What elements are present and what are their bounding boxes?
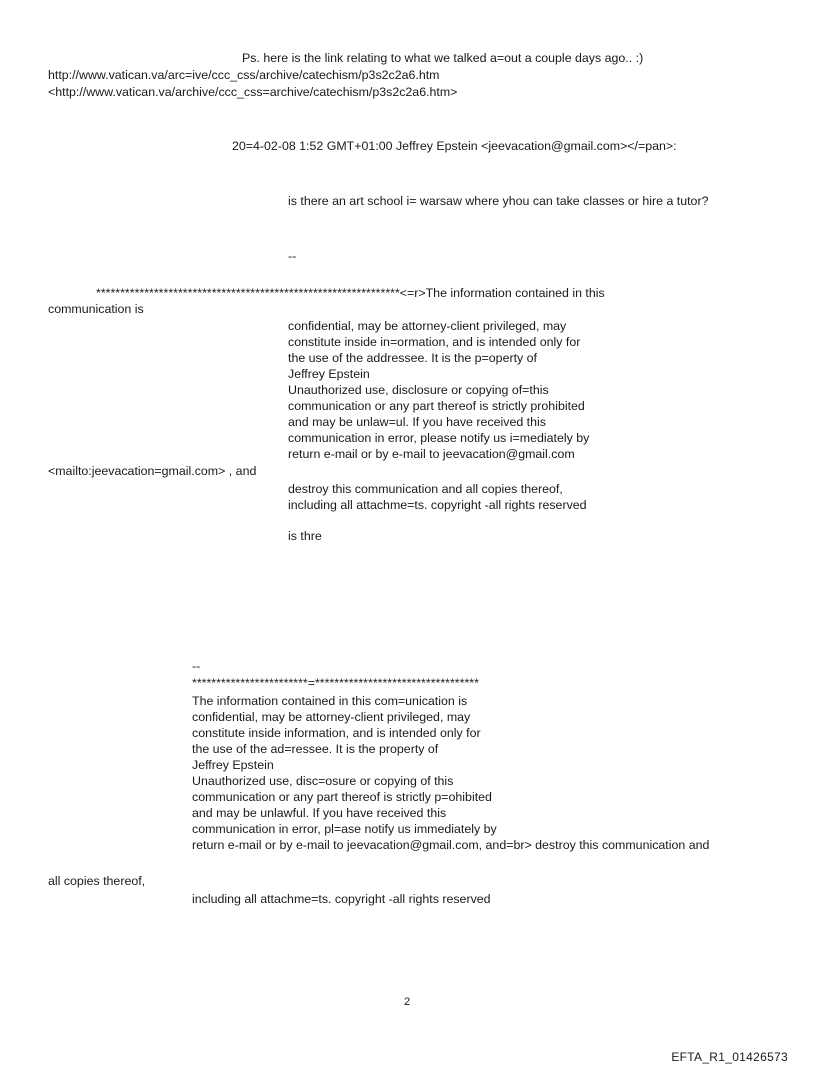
disclaimer-line: Jeffrey Epstein [288,367,370,381]
disclaimer-line: communication or any part thereof is strictly prohibited [288,399,585,413]
disclaimer-line: Unauthorized use, disclosure or copying of=this [288,383,549,397]
page-number: 2 [404,996,411,1008]
sig-overflow: all copies thereof, [48,874,146,888]
sig-stars-line: ************************=********************************** [192,676,479,690]
disclaimer-line: confidential, may be attorney-client privileged, may [288,319,567,333]
disclaimer-line: communication in error, please notify us i=mediately by [288,431,590,445]
sig-line: Jeffrey Epstein [192,758,274,772]
sig-line: Unauthorized use, disc=osure or copying of this [192,774,454,788]
sig-line: constitute inside information, and is intended only for [192,726,481,740]
sig-line: return e-mail or by e-mail to jeevacation@gmail.com, and=br> destroy this communication and [192,838,710,852]
disclaimer-block-a [288,318,589,462]
disclaimer-line: constitute inside in=ormation, and is intended only for [288,335,581,349]
sig-line: The information contained in this com=unication is [192,694,468,708]
trailing-text: is thre [288,529,322,543]
sig-separator: -- [192,659,201,673]
disclaimer-line: destroy this communication and all copies thereof, [288,482,563,496]
disclaimer-block-b [288,481,587,513]
mailto-line[interactable]: <mailto:jeevacation=gmail.com> , and [48,464,257,478]
ps-line: Ps. here is the link relating to what we talked a=out a couple days ago.. :) [242,51,644,65]
quoted-question: is there an art school i= warsaw where yhou can take classes or hire a tutor? [288,194,709,208]
sig-line: the use of the ad=ressee. It is the property of [192,742,439,756]
disclaimer-line: the use of the addressee. It is the p=operty of [288,351,538,365]
sig-line: and may be unlawful. If you have received this [192,806,447,820]
vatican-url-1[interactable]: http://www.vatican.va/arc=ive/ccc_css/archive/catechism/p3s2c2a6.htm [48,68,440,82]
stars-line: ***************************************************************<=r>The information contained in this [96,286,605,300]
vatican-url-2[interactable]: <http://www.vatican.va/archive/ccc_css=archive/catechism/p3s2c2a6.htm> [48,85,458,99]
quote-separator: -- [288,249,297,263]
sig-line: communication in error, pl=ase notify us immediately by [192,822,497,836]
sig-disclaimer-block [192,693,709,853]
disclaimer-line: including all attachme=ts. copyright -all rights reserved [288,498,587,512]
sig-last-line: including all attachme=ts. copyright -all rights reserved [192,892,491,906]
sig-line: confidential, may be attorney-client privileged, may [192,710,471,724]
sig-line: communication or any part thereof is strictly p=ohibited [192,790,492,804]
overflow-communication-is: communication is [48,302,144,316]
bates-number: EFTA_R1_01426573 [671,1050,788,1064]
quote-attribution: 20=4-02-08 1:52 GMT+01:00 Jeffrey Epstein <jeevacation@gmail.com></=pan>: [232,139,677,153]
disclaimer-line: return e-mail or by e-mail to jeevacation@gmail.com [288,447,575,461]
disclaimer-line: and may be unlaw=ul. If you have received this [288,415,546,429]
